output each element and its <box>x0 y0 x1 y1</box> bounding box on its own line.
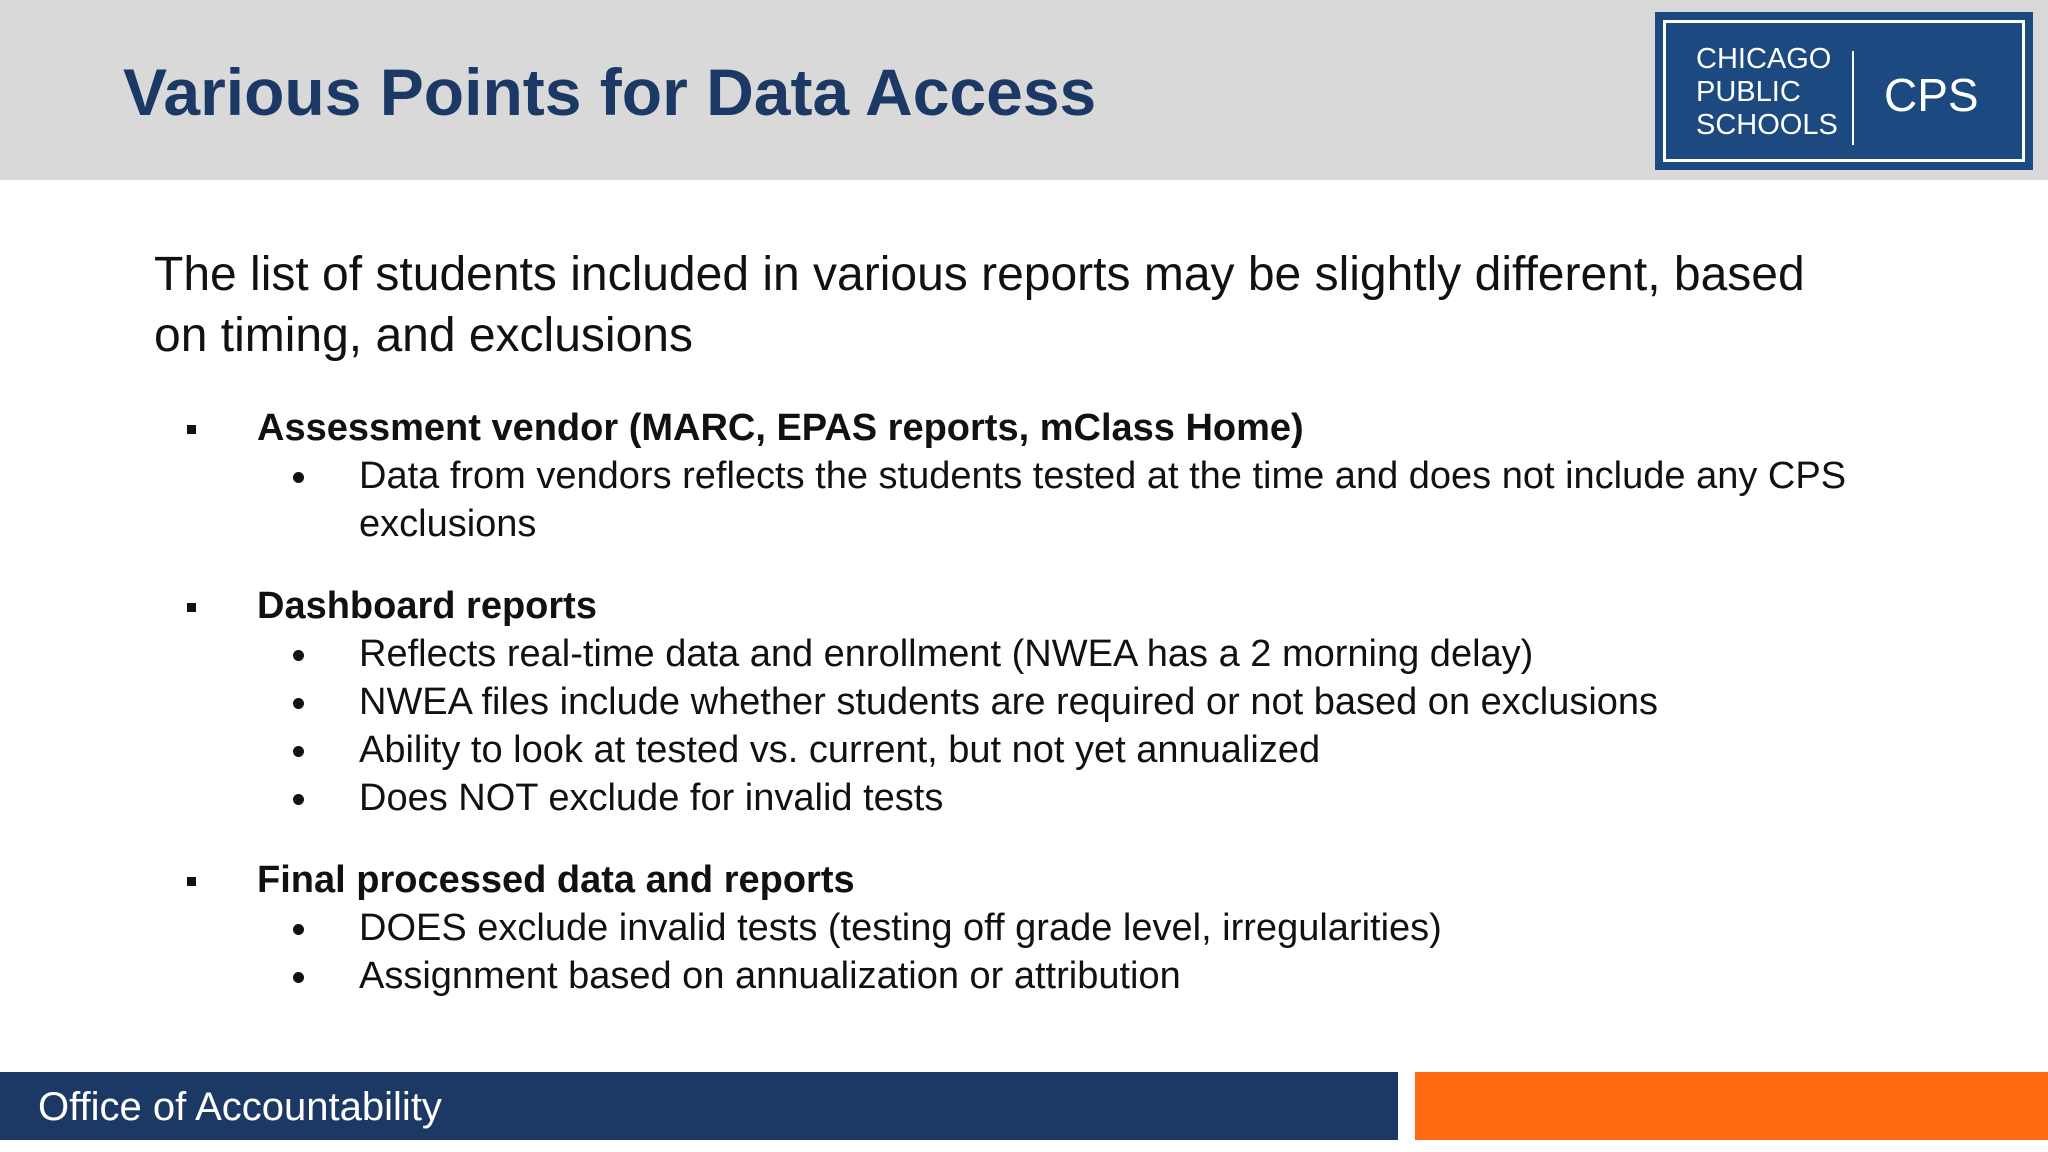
list-item-text: Reflects real-time data and enrollment (NWEA has a 2 morning delay) <box>359 633 1534 675</box>
list-item-text: Does NOT exclude for invalid tests <box>359 777 944 819</box>
bullet-dot-icon <box>293 650 304 661</box>
section-dashboard <box>185 582 1885 822</box>
logo-divider <box>1852 51 1854 145</box>
logo-wordmark <box>1696 43 1838 142</box>
cps-logo <box>1655 12 2033 170</box>
section-heading <box>185 582 1885 630</box>
square-bullet-icon <box>187 603 196 612</box>
slide-title: Various Points for Data Access <box>123 55 1097 129</box>
footer-accent-bar <box>1415 1072 2048 1140</box>
section-heading <box>185 404 1885 452</box>
list-item-text: DOES exclude invalid tests (testing off grade level, irregularities) <box>359 907 1442 949</box>
list-item <box>185 726 2009 774</box>
footer-label: Office of Accountability <box>38 1085 442 1129</box>
list-item-text: Assignment based on annualization or attribution <box>359 955 1181 997</box>
section-heading-text: Dashboard reports <box>257 585 597 627</box>
list-item-text: NWEA files include whether students are required or not based on exclusions <box>359 681 1659 723</box>
list-item <box>185 774 2009 822</box>
list-item <box>185 630 2009 678</box>
list-item <box>185 904 2009 952</box>
logo-line-1: CHICAGO <box>1696 43 1832 75</box>
section-heading <box>185 856 1885 904</box>
bullet-dot-icon <box>293 698 304 709</box>
section-vendor <box>185 404 1885 548</box>
logo-line-3: SCHOOLS <box>1696 109 1838 141</box>
logo-frame <box>1663 20 2025 162</box>
intro-text: The list of students included in various reports may be slightly different, based on timing, and exclusions <box>154 248 1805 362</box>
list-item <box>185 952 2009 1000</box>
list-item-text: Ability to look at tested vs. current, but not yet annualized <box>359 729 1321 771</box>
square-bullet-icon <box>187 425 196 434</box>
bullet-list <box>185 404 1885 1034</box>
list-item <box>185 678 2009 726</box>
list-item <box>185 452 2009 548</box>
section-heading-text: Assessment vendor (MARC, EPAS reports, mClass Home) <box>257 407 1304 449</box>
list-item-text: Data from vendors reflects the students tested at the time and does not include any CPS exclusions <box>359 455 1847 545</box>
logo-abbrev: CPS <box>1884 69 1979 121</box>
square-bullet-icon <box>187 877 196 886</box>
bullet-dot-icon <box>293 972 304 983</box>
section-heading-text: Final processed data and reports <box>257 859 855 901</box>
bullet-dot-icon <box>293 794 304 805</box>
logo-line-2: PUBLIC <box>1696 76 1801 108</box>
sub-list <box>185 452 1885 548</box>
sub-list <box>185 904 1885 1000</box>
section-final <box>185 856 1885 1000</box>
bullet-dot-icon <box>293 924 304 935</box>
bullet-dot-icon <box>293 746 304 757</box>
sub-list <box>185 630 1885 822</box>
footer-bar <box>0 1072 1398 1140</box>
bullet-dot-icon <box>293 472 304 483</box>
